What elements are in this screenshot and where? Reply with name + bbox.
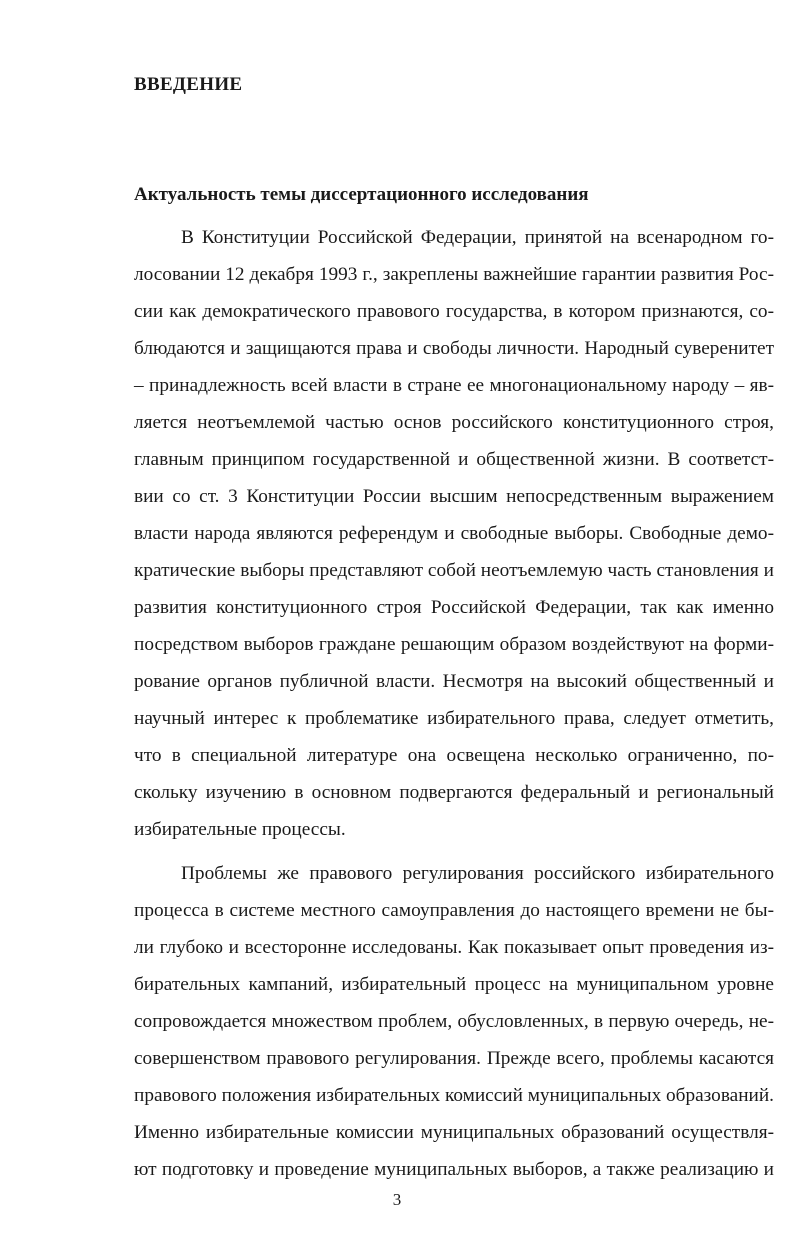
text-line: власти народа являются референдум и свободные выборы. Свободные демо- (134, 523, 774, 544)
text-line: посредством выборов граждане решающим образом воздействуют на форми- (134, 634, 774, 655)
section-title: ВВЕДЕНИЕ (134, 74, 243, 95)
text-line: процесса в системе местного самоуправления до настоящего времени не бы- (134, 900, 774, 921)
text-line: избирательные процессы. (134, 819, 346, 840)
text-line: ли глубоко и всесторонне исследованы. Как показывает опыт проведения из- (134, 937, 774, 958)
text-line: развития конституционного строя Российской Федерации, так как именно (134, 597, 774, 618)
page-number: 3 (392, 1190, 402, 1209)
text-line: ют подготовку и проведение муниципальных выборов, а также реализацию и (134, 1159, 774, 1180)
text-line: что в специальной литературе она освещена несколько ограниченно, по- (134, 745, 774, 766)
text-line: – принадлежность всей власти в стране ее многонациональному народу – яв- (134, 375, 774, 396)
text-line: В Конституции Российской Федерации, принятой на всенародном го- (181, 227, 774, 248)
subsection-title: Актуальность темы диссертационного исследования (134, 184, 589, 205)
text-line: скольку изучению в основном подвергаются федеральный и региональный (134, 782, 774, 803)
text-line: главным принципом государственной и общественной жизни. В соответст- (134, 449, 774, 470)
text-line: вии со ст. 3 Конституции России высшим непосредственным выражением (134, 486, 774, 507)
text-line: правового положения избирательных комиссий муниципальных образований. (134, 1085, 775, 1106)
text-line: совершенством правового регулирования. Прежде всего, проблемы касаются (134, 1048, 774, 1069)
text-line: Проблемы же правового регулирования российского избирательного (181, 863, 774, 884)
text-line: научный интерес к проблематике избирательного права, следует отметить, (134, 708, 774, 729)
text-line: ляется неотъемлемой частью основ российского конституционного строя, (134, 412, 774, 433)
text-line: блюдаются и защищаются права и свободы личности. Народный суверенитет (134, 338, 774, 359)
text-line: лосовании 12 декабря 1993 г., закреплены важнейшие гарантии развития Рос- (134, 264, 774, 285)
text-line: бирательных кампаний, избирательный процесс на муниципальном уровне (134, 974, 774, 995)
text-line: кратические выборы представляют собой неотъемлемую часть становления и (134, 560, 774, 581)
text-line: рование органов публичной власти. Несмотря на высокий общественный и (134, 671, 774, 692)
text-line: сопровождается множеством проблем, обусловленных, в первую очередь, не- (134, 1011, 774, 1032)
text-line: сии как демократического правового государства, в котором признаются, со- (134, 301, 774, 322)
text-line: Именно избирательные комиссии муниципальных образований осуществля- (134, 1122, 774, 1143)
